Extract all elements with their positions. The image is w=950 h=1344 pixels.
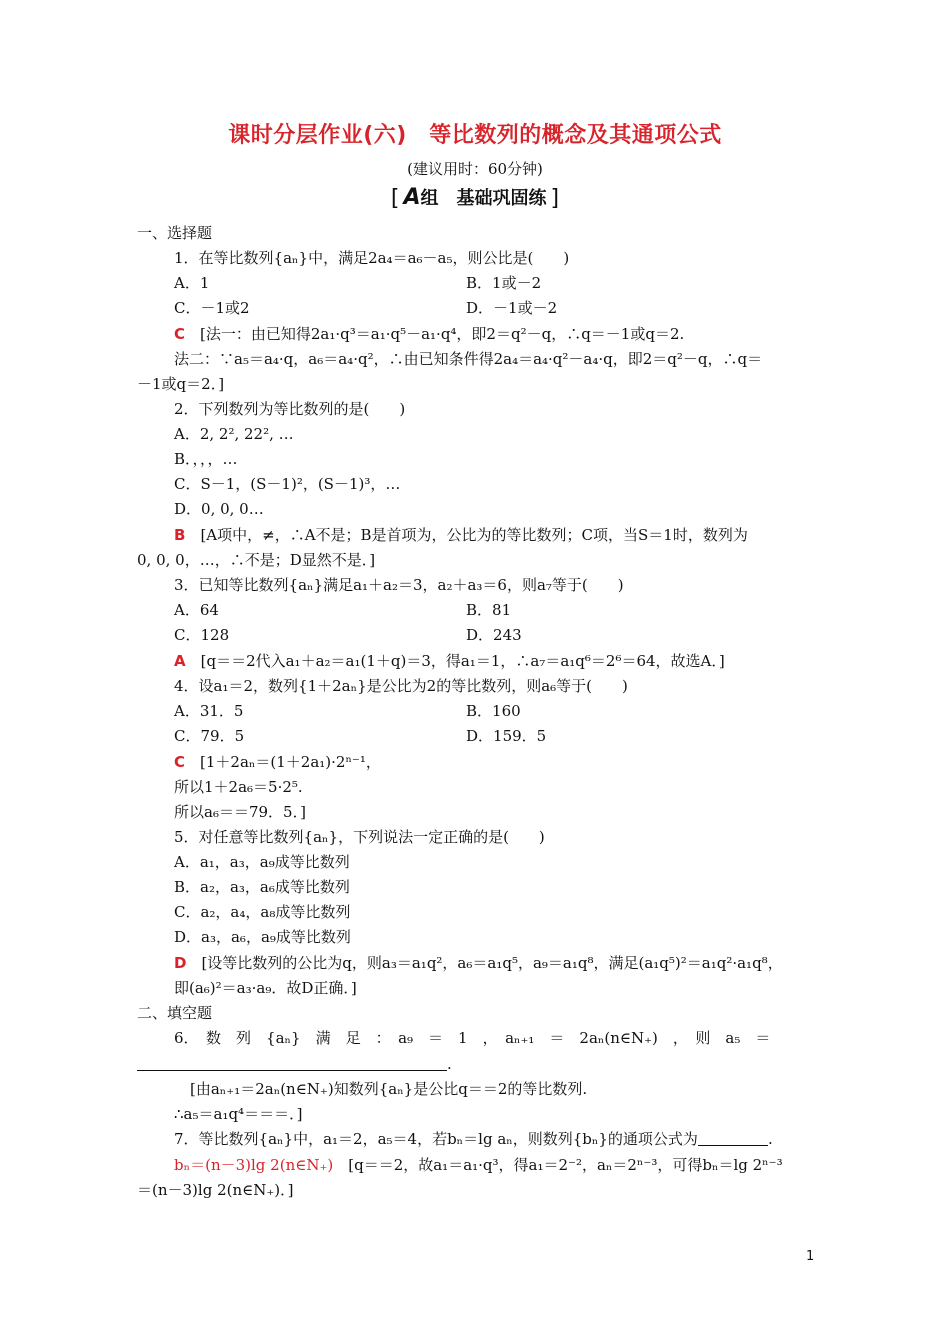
group-letter: A (403, 185, 421, 210)
line-text: D．243 (466, 626, 522, 644)
text-line (174, 1104, 302, 1124)
line-text: C．S－1，(S－1)²，(S－1)³，… (174, 475, 401, 493)
line-text: D．159．5 (466, 727, 547, 745)
line-text: C．－1或2 (174, 299, 250, 317)
text-line (174, 474, 400, 494)
line-text: . (447, 1055, 452, 1073)
text-line (174, 324, 684, 344)
text-line (174, 273, 209, 293)
text-line (466, 625, 522, 645)
text-line (174, 349, 762, 369)
line-text: 即(a₆)²＝a₃·a₉．故D正确．] (174, 979, 357, 997)
line-text: [q＝＝2代入a₁＋a₂＝a₁(1＋q)＝3，得a₁＝1，∴a₇＝a₁q⁶＝2⁶＝64，故选A．] (185, 652, 725, 670)
line-text: D．－1或－2 (466, 299, 558, 317)
line-text: 5．对任意等比数列{aₙ}，下列说法一定正确的是( ) (174, 828, 545, 846)
line-text: 一、选择题 (137, 224, 213, 242)
group-label: 组 基础巩固练 (420, 188, 547, 209)
line-text: 法二：∵a₅＝a₄·q，a₆＝a₄·q²，∴由已知条件得2a₄＝a₄·q²－a₄·q，即2＝q²－q，∴q＝ (174, 350, 763, 368)
text-line (137, 223, 212, 243)
text-line (174, 399, 405, 419)
text-line (174, 777, 303, 797)
text-line (466, 273, 541, 293)
text-line (466, 726, 546, 746)
line-text: [法一：由已知得2a₁·q³＝a₁·q⁵－a₁·q⁴，即2＝q²－q，∴q＝－1或q＝2. (185, 325, 685, 343)
text-line (174, 726, 244, 746)
line-text: B．1或－2 (466, 274, 542, 292)
text-line (174, 651, 725, 671)
text-line (174, 902, 350, 922)
text-line (174, 827, 545, 847)
line-text: －1或q＝2．] (137, 375, 225, 393)
text-line (137, 1054, 452, 1074)
page-number: 1 (806, 1249, 815, 1264)
answer-letter: B (174, 526, 186, 544)
text-line (174, 1155, 783, 1175)
text-line (137, 1180, 293, 1200)
text-line: 7．等比数列{aₙ}中，a₁＝2，a₅＝4，若bₙ＝lg aₙ，则数列{bₙ}的通项公式为 . (174, 1130, 773, 1148)
text-line (174, 600, 219, 620)
text-line (137, 374, 224, 394)
text-line (174, 625, 229, 645)
line-text: 二、填空题 (137, 1004, 213, 1022)
line-text: C．a₂，a₄，a₈成等比数列 (174, 903, 351, 921)
text-line (137, 550, 375, 570)
line-text: C．79．5 (174, 727, 245, 745)
answer-letter: C (174, 753, 186, 771)
line-text: B．160 (466, 702, 521, 720)
text-line (466, 600, 511, 620)
answer-letter: C (174, 325, 186, 343)
line-text: [A项中，≠，∴A不是；B是首项为，公比为的等比数列；C项，当S＝1时，数列为 (185, 526, 748, 544)
line-text: 7．等比数列{aₙ}中，a₁＝2，a₅＝4，若bₙ＝lg aₙ，则数列{bₙ}的通项公式为 (174, 1130, 698, 1148)
line-text: B．81 (466, 601, 512, 619)
text-line (174, 953, 783, 973)
line-text: [1＋2aₙ＝(1＋2a₁)·2ⁿ⁻¹， (185, 753, 381, 771)
text-line (174, 424, 294, 444)
text-line (174, 752, 381, 772)
line-text: A．64 (174, 601, 219, 619)
group-bracket-close: ] (550, 186, 560, 211)
line-text: 6． 数 列 {aₙ} 满 足 ： a₉ ＝ 1 ， aₙ₊₁ ＝ 2aₙ(n∈N₊) ， 则 a₅ ＝ (174, 1029, 771, 1047)
answer-letter: D (174, 954, 187, 972)
answer-letter: A (174, 652, 186, 670)
line-text: 所以1＋2a₆＝5·2⁵. (174, 778, 303, 796)
group-heading (0, 184, 950, 211)
line-text: D．0, 0, 0… (174, 500, 264, 518)
text-line (466, 701, 521, 721)
line-text: [由aₙ₊₁＝2aₙ(n∈N₊)知数列{aₙ}是公比q＝＝2的等比数列. (190, 1080, 588, 1098)
line-text: D．a₃，a₆，a₉成等比数列 (174, 928, 351, 946)
line-text: 4．设a₁＝2，数列{1＋2aₙ}是公比为2的等比数列，则a₆等于( ) (174, 677, 628, 695)
text-line (174, 575, 624, 595)
text-line (174, 978, 357, 998)
group-bracket-open: [ (390, 186, 400, 211)
answer-blank (137, 1056, 447, 1071)
text-line (174, 248, 569, 268)
answer-blank (698, 1131, 768, 1146)
text-line (174, 927, 351, 947)
text-line (466, 298, 557, 318)
line-text: 2．下列数列为等比数列的是( ) (174, 400, 406, 418)
text-line (174, 449, 238, 469)
page-title: 课时分层作业(六) 等比数列的概念及其通项公式 (228, 123, 722, 148)
line-text: A．1 (174, 274, 210, 292)
text-line (137, 1003, 212, 1023)
line-text: ＝(n－3)lg 2(n∈N₊)．] (137, 1181, 294, 1199)
text-line (174, 1028, 770, 1048)
text-line (174, 525, 748, 545)
text-line (174, 877, 350, 897)
text-line (174, 852, 350, 872)
text-line (174, 701, 243, 721)
text-line (174, 802, 306, 822)
line-text: [q＝＝2，故a₁＝a₁·q³，得a₁＝2⁻²，aₙ＝2ⁿ⁻³，可得bₙ＝lg 2ⁿ⁻³ (333, 1156, 783, 1174)
line-text: B．，，，… (174, 450, 238, 468)
line-text: 1．在等比数列{aₙ}中，满足2a₄＝a₆－a₅，则公比是( ) (174, 249, 570, 267)
line-text: 所以a₆＝＝79．5．] (174, 803, 306, 821)
line-text: B．a₂，a₃，a₆成等比数列 (174, 878, 350, 896)
line-text: A．a₁，a₃，a₉成等比数列 (174, 853, 350, 871)
line-text: C．128 (174, 626, 230, 644)
line-text: ∴a₅＝a₁q⁴＝＝＝．] (174, 1105, 303, 1123)
text-line (190, 1079, 587, 1099)
line-text: A．31．5 (174, 702, 244, 720)
line-text: 3．已知等比数列{aₙ}满足a₁＋a₂＝3，a₂＋a₃＝6，则a₇等于( ) (174, 576, 624, 594)
suggested-time: (建议用时：60分钟) (407, 160, 543, 178)
answer-text: bₙ＝(n－3)lg 2(n∈N₊) (174, 1156, 334, 1174)
text-line (174, 499, 264, 519)
line-text: A．2, 2², 22², … (174, 425, 294, 443)
line-text: [设等比数列的公比为q，则a₃＝a₁q²，a₆＝a₁q⁵，a₉＝a₁q⁸，满足(a₁q⁵)²＝a₁q²·a₁q⁸， (186, 954, 783, 972)
line-text: 0, 0, 0，…，∴不是；D显然不是．] (137, 551, 376, 569)
text-line (174, 676, 628, 696)
text-line (174, 298, 250, 318)
